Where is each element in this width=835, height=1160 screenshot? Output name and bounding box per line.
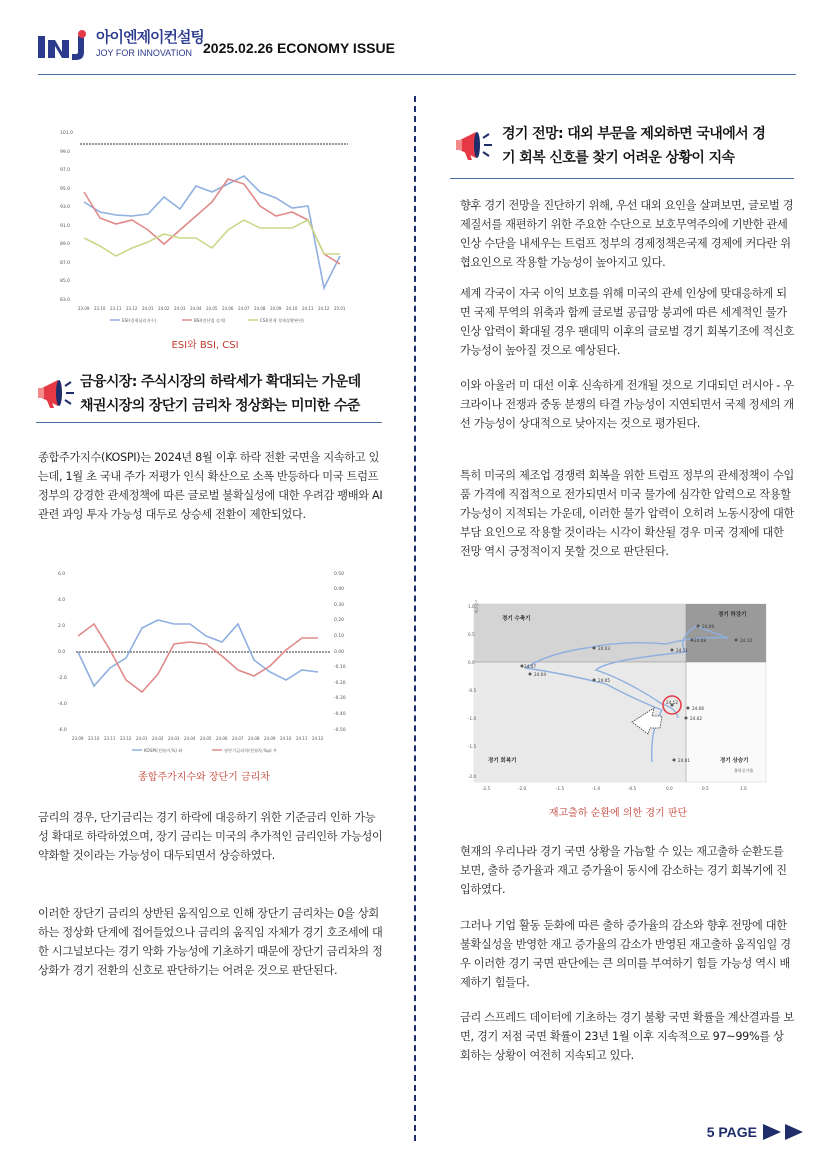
chart-kospi-spread: [56, 566, 352, 756]
chart-esi-bsi-csi: [58, 124, 352, 324]
right-para-3: 이와 아울러 미 대선 이후 신속하게 전개될 것으로 기대되던 러시아 - 우크라이나 전쟁과 중동 분쟁의 타결 가능성이 지연되면서 국제 정세의 개선 가능성이 상대적으로 낮아지는 것으로 평가된다.: [460, 379, 795, 430]
point-label: 24.05: [598, 678, 610, 683]
y-tick-left: -4.0: [58, 702, 67, 707]
x-tick: 24.05: [206, 306, 218, 311]
y-tick: 99.0: [60, 150, 71, 155]
x-tick: 24.12: [318, 306, 330, 311]
x-tick: -2.0: [518, 786, 527, 791]
section-financial-market: [36, 370, 386, 430]
point-label: 24.04: [534, 672, 546, 677]
point-label: 24.08: [694, 638, 706, 643]
y-tick-left: 0.0: [58, 650, 66, 655]
chart-esi-svg: [58, 124, 352, 324]
y-tick-right: -0.40: [334, 712, 346, 717]
x-tick: 25.01: [334, 306, 346, 311]
section2-title: [502, 122, 798, 170]
brand-logo: [38, 22, 204, 72]
y-tick: 93.0: [60, 205, 71, 210]
point-label: 24.06: [692, 706, 704, 711]
chart3-caption: 재고출하 순환에 의한 경기 판단: [548, 808, 688, 819]
y-tick: 87.0: [60, 261, 71, 266]
x-tick: 24.04: [184, 736, 196, 741]
x-tick: 24.02: [152, 736, 164, 741]
brand-name-kr: 아이엔제이컨설팅: [96, 28, 204, 46]
megaphone-icon: [454, 126, 496, 164]
x-tick: 24.04: [190, 306, 202, 311]
x-tick: 24.08: [254, 306, 266, 311]
y-tick: -1.5: [468, 744, 477, 749]
y-tick: 83.0: [60, 298, 71, 303]
right-para-2: 세계 각국이 자국 이익 보호를 위해 미국의 관세 인상에 맞대응하게 되면 국제 무역의 위축과 함께 글로벌 공급망 붕괴에 따른 세계적인 물가 인상 압력이 확대될 경우 팬데믹 이후의 글로벌 경기 회복기조에 적신호 가능성이 높아질 것으로 예상된다.: [460, 287, 795, 357]
x-tick: 24.07: [238, 306, 250, 311]
x-tick: 24.09: [270, 306, 282, 311]
right-para-1: 향후 경기 전망을 진단하기 위해, 우선 대외 요인을 살펴보면, 글로벌 경제질서를 재편하기 위한 주요한 수단으로 보호무역주의에 기반한 관세인상 수단을 내세우는 트럼프 정부의 경제정책은국제 경제에 커다란 위협요인으로 작용할 가능성이 높아지고 있다.: [460, 199, 794, 269]
y-tick-right: -0.50: [334, 728, 346, 733]
page-header: [38, 22, 798, 78]
x-axis-label: 출하증가율: [734, 768, 754, 773]
chart-inventory-cycle: [466, 600, 770, 792]
right-para-6: 그러나 기업 활동 둔화에 따른 출하 증가율의 감소와 향후 전망에 대한 불확실성을 반영한 재고 증가율의 감소가 반영된 재고출하 움직임일 경우 이러한 경기 국면 판단에는 큰 의미를 부여하기 힘들 가능성 역시 배제하기 힘들다.: [460, 919, 791, 989]
section-economic-outlook: [454, 122, 794, 182]
section2-title-line2: 기 회복 신호를 찾기 어려운 상황이 지속: [502, 150, 735, 166]
page-number: 5 PAGE: [706, 1124, 757, 1140]
right-para-5: 현재의 우리나라 경기 국면 상황을 가늠할 수 있는 재고출하 순환도를 보면, 출하 증가율과 재고 증가율이 동시에 감소하는 경기 회복기에 진입하였다.: [460, 845, 787, 896]
point-label: 24.12: [666, 700, 678, 705]
x-tick: 24.12: [312, 736, 324, 741]
y-tick: -0.5: [468, 688, 477, 693]
quadrant-contraction: 경기 수축기: [502, 616, 531, 622]
y-tick-left: 4.0: [58, 598, 66, 603]
x-tick: -1.0: [592, 786, 601, 791]
x-tick: 24.01: [142, 306, 154, 311]
y-tick-left: -6.0: [58, 728, 67, 733]
quadrant-downturn: 경기 하강기: [718, 612, 747, 618]
next-arrows-icon: [761, 1122, 811, 1142]
y-tick-right: 0.10: [334, 634, 345, 639]
left-para-1: 종합주가지수(KOSPI)는 2024년 8월 이후 하락 전환 국면을 지속하고 있는데, 1월 초 국내 주가 저평가 인식 확산으로 소폭 반등하다 미국 트럼프 정부의 강경한 관세정책에 따른 글로벌 불확실성에 대한 우려감 팽배와 AI 관련 과잉 투자 가능성 대두로 상승세 전환이 제한되었다.: [38, 451, 383, 521]
x-tick: 23.10: [94, 306, 106, 311]
page-footer: [691, 1120, 811, 1144]
point-label: 24.03: [598, 646, 610, 651]
y-tick: 95.0: [60, 187, 71, 192]
header-divider: [38, 74, 796, 75]
x-tick: 0.0: [666, 786, 673, 791]
x-tick: 24.03: [174, 306, 186, 311]
x-tick: 23.11: [104, 736, 116, 741]
x-tick: 24.02: [158, 306, 170, 311]
x-tick: 23.09: [78, 306, 90, 311]
x-tick: 24.06: [222, 306, 234, 311]
right-para-4: 특히 미국의 제조업 경쟁력 회복을 위한 트럼프 정부의 관세정책이 수입품 가격에 직접적으로 전가되면서 미국 물가에 심각한 압력으로 작용할 가능성이 지적되는 가운데, 이러한 물가 압력이 오히려 노동시장에 대한 부담 요인으로 작용할 것이라는 시각이 확산될 경우 미국 경제에 대한 전망 역시 긍정적이지 못할 것으로 판단된다.: [460, 469, 795, 558]
y-tick: 101.0: [60, 131, 73, 136]
y-tick: 0.0: [468, 660, 475, 665]
y-tick-right: 0.40: [334, 587, 345, 592]
point-label: 24.02: [690, 716, 702, 721]
right-para-7: 금리 스프레드 데이터에 기초하는 경기 불황 국면 확률을 계산결과를 보면, 경기 저점 국면 확률이 23년 1월 이후 지속적으로 97~99%를 상회하는 상황이 여전히 지속되고 있다.: [460, 1011, 795, 1062]
y-tick-right: -0.30: [334, 696, 346, 701]
x-tick: 23.09: [72, 736, 84, 741]
chart-kospi-svg: [56, 566, 352, 756]
inj-logo-icon: [38, 30, 104, 60]
x-tick: 24.10: [280, 736, 292, 741]
y-tick: -2.0: [468, 774, 477, 779]
y-tick: 0.5: [468, 632, 475, 637]
legend-bsi: BSI(전산업 실적): [194, 318, 226, 323]
chart1-caption: ESI와 BSI, CSI: [171, 340, 239, 351]
x-tick: -1.5: [556, 786, 565, 791]
x-tick: 24.05: [200, 736, 212, 741]
y-tick-right: 0.00: [334, 650, 345, 655]
column-divider: [414, 96, 416, 1141]
point-label: 24.01: [678, 758, 690, 763]
y-tick: 89.0: [60, 242, 71, 247]
y-tick-right: -0.20: [334, 681, 346, 686]
x-tick: 24.07: [232, 736, 244, 741]
left-para-3: 이러한 장단기 금리의 상반된 움직임으로 인해 장단기 금리차는 0을 상회하는 정상화 단계에 접어들었으나 금리의 움직임 자체가 경기 호조세에 대한 시그널보다는 경기 악화 가능성에 기초하기 때문에 장단기 금리차의 정상화가 경기 전환의 신호로 판단하기는 어려운 것으로 판단된다.: [38, 907, 383, 977]
x-tick: 23.12: [126, 306, 138, 311]
y-tick-right: 0.20: [334, 618, 345, 623]
issue-title: 2025.02.26 ECONOMY ISSUE: [203, 40, 395, 56]
y-tick: -1.0: [468, 716, 477, 721]
x-tick: 24.06: [216, 736, 228, 741]
section1-title: [80, 370, 390, 418]
x-tick: 23.10: [88, 736, 100, 741]
section1-title-line2: 채권시장의 장단기 금리차 정상화는 미미한 수준: [80, 398, 360, 414]
megaphone-icon: [36, 374, 78, 412]
y-tick: 97.0: [60, 168, 71, 173]
x-tick: -2.5: [482, 786, 491, 791]
x-tick: 1.0: [740, 786, 747, 791]
point-label: 24.10: [740, 638, 752, 643]
x-tick: 24.03: [168, 736, 180, 741]
y-tick: 91.0: [60, 224, 71, 229]
x-tick: 23.12: [120, 736, 132, 741]
point-label: 24.09: [702, 624, 714, 629]
section2-rule: [450, 178, 794, 179]
y-tick-left: 2.0: [58, 624, 66, 629]
x-tick: 23.11: [110, 306, 122, 311]
quadrant-expansion: 경기 상승기: [720, 758, 749, 764]
section1-rule: [36, 422, 382, 423]
x-tick: 24.11: [302, 306, 314, 311]
chart-cycle-svg: [466, 600, 770, 792]
y-tick-left: -2.0: [58, 676, 67, 681]
x-tick: 24.10: [286, 306, 298, 311]
legend-esi: ESI(경제심리지수): [122, 318, 157, 323]
y-axis-label: 재고증가율: [474, 600, 479, 614]
y-tick-right: -0.10: [334, 665, 346, 670]
point-label: 24.07: [524, 664, 536, 669]
x-tick: 24.11: [296, 736, 308, 741]
legend-kospi: KOSPI(전월비,%) 좌: [144, 748, 183, 753]
x-tick: 0.5: [702, 786, 709, 791]
x-tick: 24.09: [264, 736, 276, 741]
y-tick: 1.0: [468, 604, 475, 609]
y-tick: 85.0: [60, 279, 71, 284]
y-tick-left: 6.0: [58, 572, 66, 577]
y-tick-right: 0.30: [334, 603, 345, 608]
section2-title-line1: 경기 전망: 대외 부문을 제외하면 국내에서 경: [502, 126, 766, 142]
quadrant-recovery: 경기 회복기: [488, 758, 517, 764]
x-tick: 24.01: [136, 736, 148, 741]
brand-tagline: JOY FOR INNOVATION: [96, 48, 193, 58]
chart2-caption: 종합주가지수와 장단기 금리차: [138, 772, 270, 783]
left-para-2: 금리의 경우, 단기금리는 경기 하락에 대응하기 위한 기준금리 인하 가능성 확대로 하락하였으며, 장기 금리는 미국의 추가적인 금리인하 가능성이 약화할 것이라는 가능성이 대두되면서 상승하였다.: [38, 811, 383, 862]
x-tick: -0.5: [628, 786, 637, 791]
legend-csi: CSI(현재 경제상황판단): [260, 318, 304, 323]
section1-title-line1: 금융시장: 주식시장의 하락세가 확대되는 가운데: [80, 374, 361, 390]
x-tick: 24.08: [248, 736, 260, 741]
legend-spread: 장단기금리차(전월차,%p) 우: [224, 748, 278, 753]
y-tick-right: 0.50: [334, 572, 345, 577]
point-label: 24.11: [676, 648, 688, 653]
